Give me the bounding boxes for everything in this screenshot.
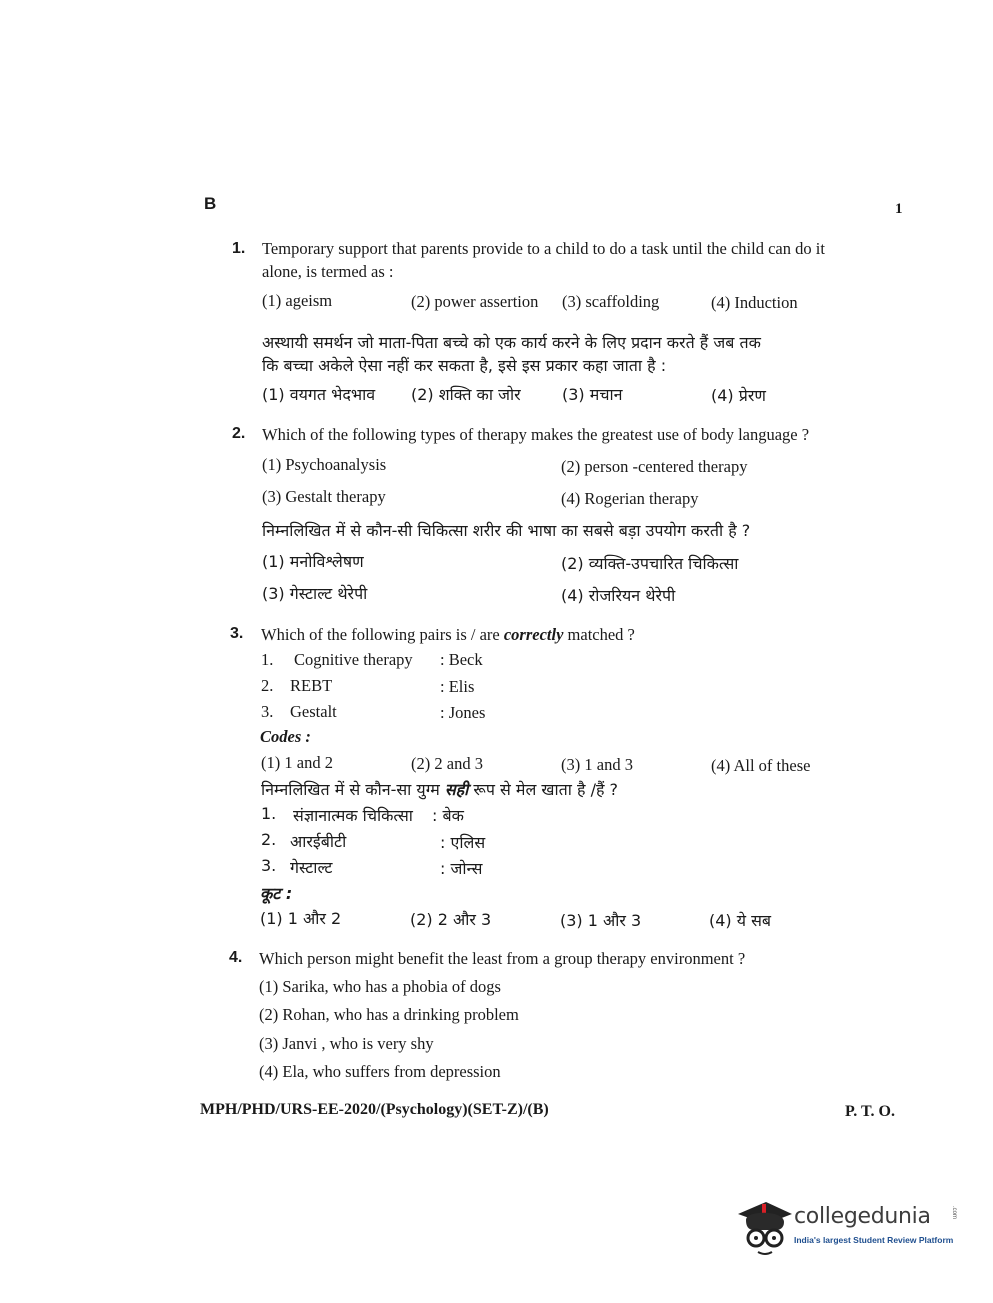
question-3-option-4: (4) All of these (711, 756, 811, 775)
question-1-hindi-text-line2: कि बच्चा अकेले ऐसा नहीं कर सकता है, इसे इस प्रकार कहा जाता है : (262, 356, 667, 375)
question-3-hindi-option-4: (4) ये सब (709, 911, 772, 930)
question-4-option-4: (4) Ela, who suffers from depression (259, 1062, 501, 1081)
question-3-hindi-pair-1-num: 1. (261, 804, 277, 823)
question-3-option-2: (2) 2 and 3 (411, 754, 483, 773)
question-3-hindi-option-3: (3) 1 और 3 (560, 911, 642, 930)
question-3-hindi-pair-2-num: 2. (261, 830, 277, 849)
question-4-option-2: (2) Rohan, who has a drinking problem (259, 1005, 519, 1024)
brand-tagline: India's largest Student Review Platform (794, 1235, 954, 1245)
question-3-text-before: Which of the following pairs is / are (261, 625, 504, 644)
question-2-hindi-option-2: (2) व्यक्ति-उपचारित चिकित्सा (561, 554, 739, 573)
question-3-pair-1-left: Cognitive therapy (294, 650, 413, 669)
question-3-hindi-option-2: (2) 2 और 3 (410, 910, 492, 929)
question-2-text: Which of the following types of therapy makes the greatest use of body language ? (262, 425, 810, 444)
question-2-number: 2. (232, 425, 246, 442)
question-3-hindi-pair-3-num: 3. (261, 856, 277, 875)
question-1-hindi-text-line1: अस्थायी समर्थन जो माता-पिता बच्चे को एक कार्य करने के लिए प्रदान करते हैं जब तक (262, 333, 761, 352)
question-3-pair-3-num: 3. (261, 702, 274, 721)
graduate-mascot-icon (736, 1196, 794, 1262)
question-3-hindi-option-1: (1) 1 और 2 (260, 909, 342, 928)
question-3-hindi-text-emphasis: सही (444, 780, 469, 799)
question-2-hindi-option-1: (1) मनोविश्लेषण (262, 552, 364, 571)
question-3-hindi-pair-1-right: : बेक (432, 806, 464, 825)
question-3-pair-1-right: : Beck (440, 650, 483, 669)
question-3-pair-3-left: Gestalt (290, 702, 337, 721)
question-4-number: 4. (229, 949, 243, 966)
question-3-option-1: (1) 1 and 2 (261, 753, 333, 772)
question-3-hindi-pair-2-right: : एलिस (440, 833, 486, 852)
question-3-text-after: matched ? (563, 625, 635, 644)
question-2-option-3: (3) Gestalt therapy (262, 487, 386, 506)
question-2-option-2: (2) person -centered therapy (561, 457, 748, 476)
question-2-hindi-option-3: (3) गेस्टाल्ट थेरेपी (262, 584, 368, 603)
question-3-option-3: (3) 1 and 3 (561, 755, 633, 774)
question-3-pair-2-right: : Elis (440, 677, 475, 696)
question-1-option-4: (4) Induction (711, 293, 798, 312)
question-4-option-3: (3) Janvi , who is very shy (259, 1034, 434, 1053)
question-1-text-line2: alone, is termed as : (262, 262, 394, 281)
question-4-text: Which person might benefit the least from a group therapy environment ? (259, 949, 746, 968)
question-1-hindi-option-2: (2) शक्ति का जोर (411, 385, 521, 404)
question-1-option-3: (3) scaffolding (562, 292, 660, 311)
question-3-codes-label: Codes : (260, 727, 311, 746)
question-3-hindi-codes-label: कूट : (260, 884, 293, 903)
question-2-option-1: (1) Psychoanalysis (262, 455, 387, 474)
question-3-hindi-pair-2-left: आरईबीटी (290, 832, 347, 851)
question-3-hindi-pair-3-right: : जोन्स (440, 859, 483, 878)
question-2-hindi-option-4: (4) रोजरियन थेरेपी (561, 586, 676, 605)
question-1-hindi-option-3: (3) मचान (562, 385, 623, 404)
question-3-hindi-text (261, 778, 618, 800)
collegedunia-logo (736, 1196, 966, 1266)
question-3-hindi-text-before: निम्नलिखित में से कौन-सा युग्म (261, 780, 445, 799)
brand-domain: .com (951, 1206, 957, 1220)
question-3-pair-3-right: : Jones (440, 703, 486, 722)
question-1-option-1: (1) ageism (262, 291, 333, 310)
footer-paper-code: MPH/PHD/URS-EE-2020/(Psychology)(SET-Z)/(B) (200, 1101, 549, 1118)
question-3-hindi-pair-1-left: संज्ञानात्मक चिकित्सा (293, 806, 413, 825)
question-1-hindi-option-4: (4) प्रेरण (711, 386, 766, 405)
question-1-hindi-option-1: (1) वयगत भेदभाव (262, 385, 376, 404)
set-label: B (204, 194, 217, 213)
question-1-option-2: (2) power assertion (411, 292, 539, 311)
question-3-text-emphasis: correctly (503, 625, 564, 644)
brand-name: collegedunia (794, 1204, 931, 1229)
question-3-pair-2-left: REBT (290, 676, 333, 695)
question-4-option-1: (1) Sarika, who has a phobia of dogs (259, 977, 501, 996)
question-3-hindi-text-after: रूप से मेल खाता है /हैं ? (468, 780, 619, 799)
question-1-text-line1: Temporary support that parents provide to a child to do a task until the child can do it (262, 239, 825, 258)
question-3-pair-2-num: 2. (261, 676, 274, 695)
question-2-option-4: (4) Rogerian therapy (561, 489, 699, 508)
question-3-number: 3. (230, 625, 244, 642)
question-3-hindi-pair-3-left: गेस्टाल्ट (290, 858, 333, 877)
question-3-pair-1-num: 1. (261, 650, 274, 669)
page-number: 1 (895, 201, 903, 217)
question-3-text (261, 625, 635, 645)
question-1-number: 1. (232, 240, 246, 257)
footer-pto: P. T. O. (845, 1103, 895, 1120)
question-2-hindi-text: निम्नलिखित में से कौन-सी चिकित्सा शरीर की भाषा का सबसे बड़ा उपयोग करती है ? (262, 521, 751, 540)
